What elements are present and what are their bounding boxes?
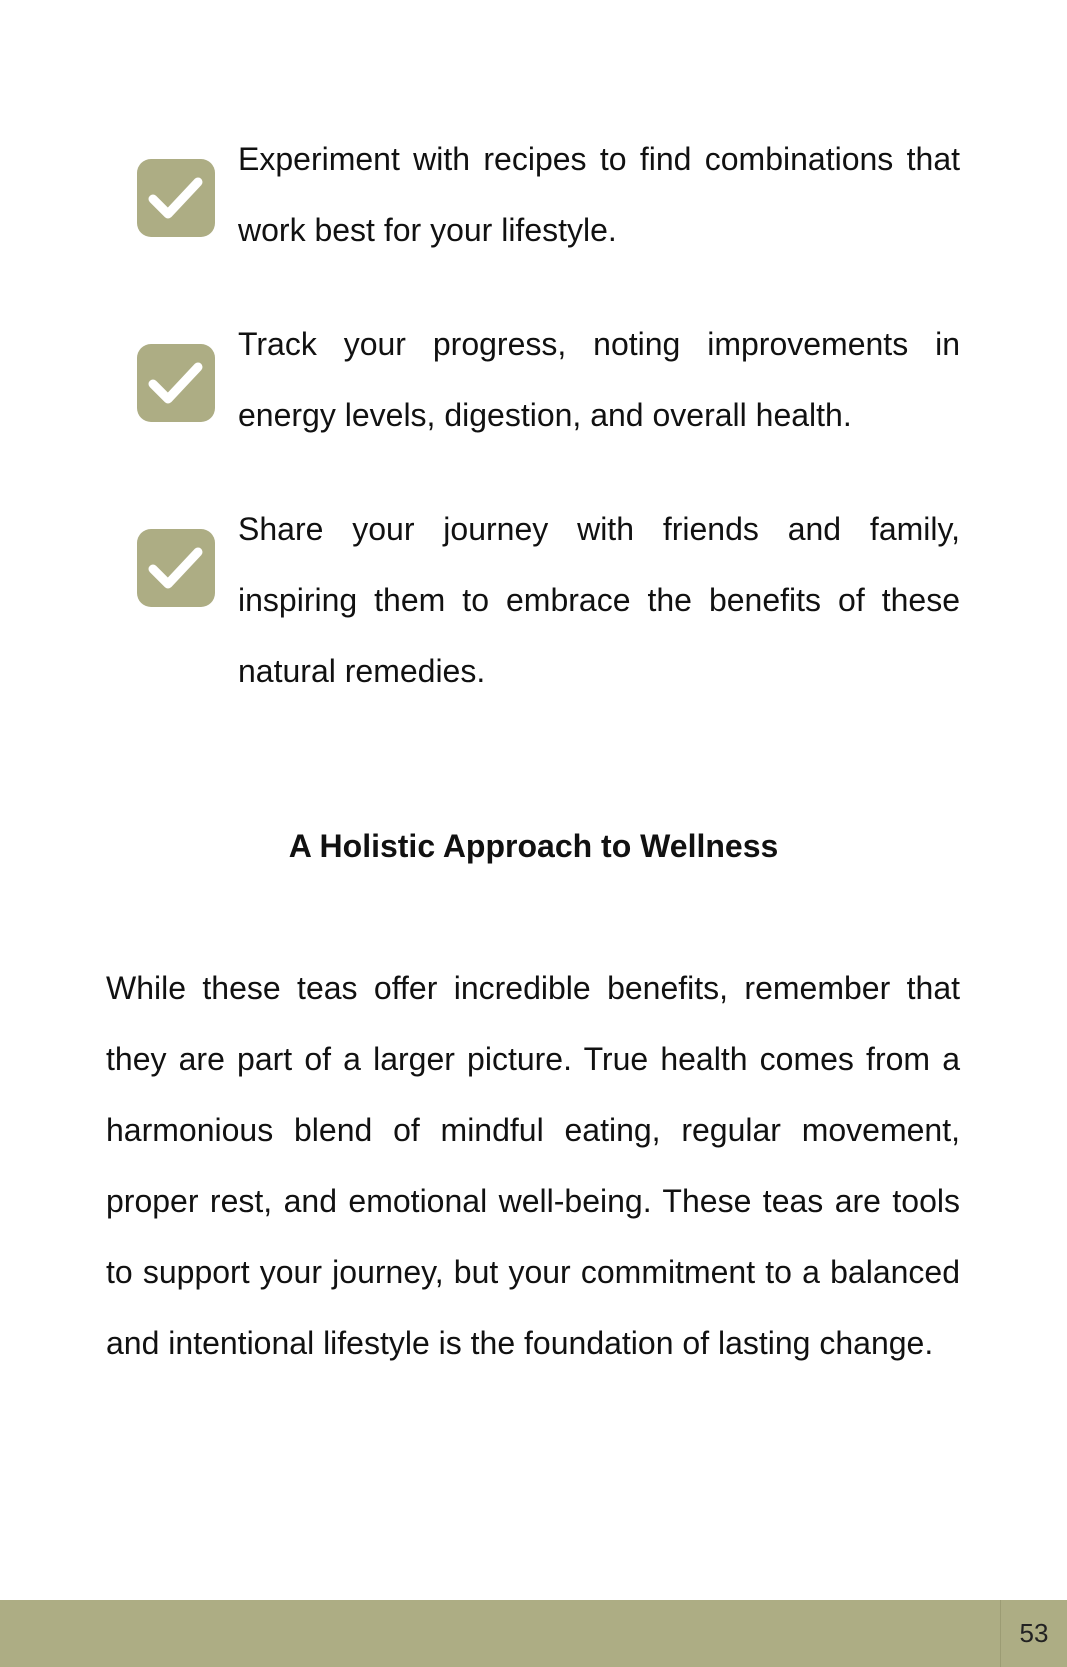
checklist-item: [137, 309, 960, 451]
checkbox-checked-icon: [137, 529, 215, 607]
checklist-item-text: Track your progress, noting improvements in energy levels, digestion, and overall health.: [238, 326, 960, 433]
checkbox-checked-icon: [137, 344, 215, 422]
page-number: 53: [1000, 1600, 1067, 1667]
checklist-item: [137, 494, 960, 707]
section-heading: A Holistic Approach to Wellness: [288, 828, 779, 864]
checklist-item-text: Share your journey with friends and family, inspiring them to embrace the benefits of these natural remedies.: [238, 511, 960, 689]
checkbox-checked-icon: [137, 159, 215, 237]
checklist-item-text: Experiment with recipes to find combinations that work best for your lifestyle.: [238, 141, 960, 248]
footer-bar: [0, 1600, 1067, 1667]
checklist: [137, 124, 960, 750]
checklist-item: [137, 124, 960, 266]
body-paragraph: While these teas offer incredible benefits, remember that they are part of a larger picture. True health comes from a harmonious blend of mindful eating, regular movement, proper rest, and emotional well-being. These teas are tools to support your journey, but your commitment to a balanced and intentional lifestyle is the foundation of lasting change.: [106, 970, 960, 1361]
